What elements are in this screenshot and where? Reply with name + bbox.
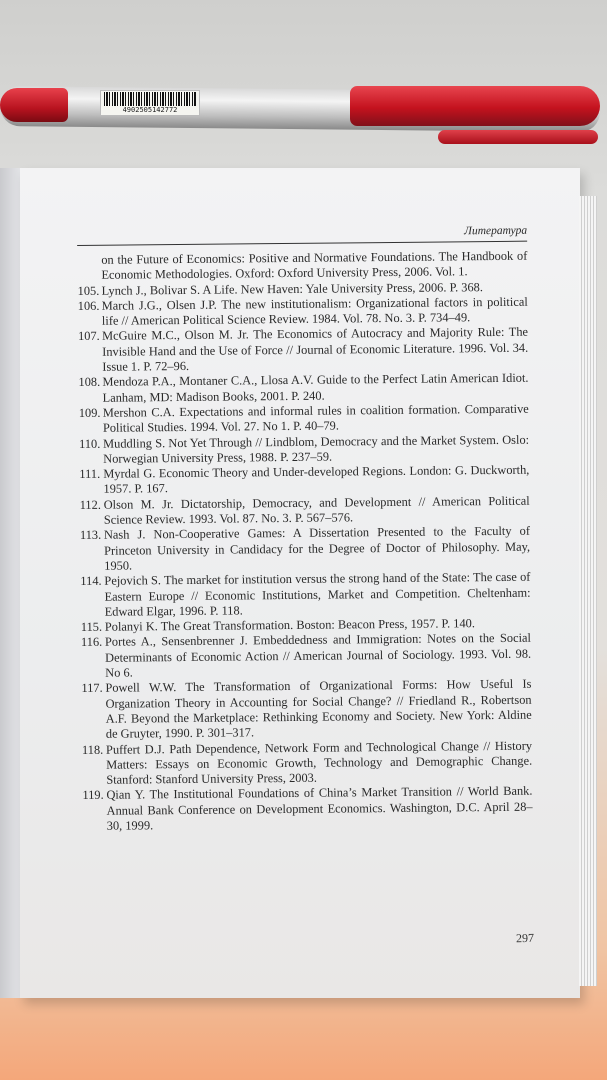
reference-text: Powell W.W. The Transformation of Organizational Forms: How Useful Is Organization Theory in Accounting for Social Change? // Friedland R., Robertson A.F. Beyond the Marketplace: Rethinking Economy and Society. New York: Aldine de Gruyter, 1990. P. 301–317. [105,676,532,741]
reference-number: 110. [79,436,101,451]
reference-item [78,295,528,330]
reference-text: March J.G., Olsen J.P. The new institutionalism: Organizational factors in political life // American Political Science Review. 1984. Vol. 78. No. 3. P. 734–49. [101,294,528,328]
reference-text: Pejovich S. The market for institution versus the strong hand of the State: The case of Eastern Europe // Economic Institutions, Market and Competition. Cheltenham: Edward Elgar, 1996. P. 118. [104,569,531,619]
reference-number: 112. [79,497,101,512]
reference-item [82,738,532,788]
reference-item [80,493,530,528]
reference-item [78,325,528,375]
pen [0,82,607,162]
reference-text: Lynch J., Bolivar S. A Life. New Haven: Yale University Press, 2006. P. 368. [101,279,483,298]
reference-number: 113. [79,528,102,543]
reference-item [80,570,530,620]
reference-list [78,279,533,834]
reference-number: 106. [77,298,100,313]
reference-item [78,371,528,406]
pen-tip [0,88,68,122]
reference-number: 117. [81,681,103,696]
reference-text: Qian Y. The Institutional Foundations of China’s Market Transition // World Bank. Annual Bank Conference on Development Economics. Washington, D.C. April 28–30, 1999. [106,784,533,833]
reference-number: 111. [79,466,101,482]
pen-cap [350,86,600,126]
reference-item [79,463,529,498]
reference-number: 105. [77,283,100,298]
pen-clip [438,130,598,144]
reference-text: Mendoza P.A., Montaner C.A., Llosa A.V. Guide to the Perfect Latin American Idiot. Lanham, MD: Madison Books, 2001. P. 240. [102,371,529,405]
reference-text: on the Future of Economics: Positive and Normative Foundations. The Handbook of Economic Methodologies. Oxford: Oxford University Press, 2006. Vol. 1. [101,248,528,283]
reference-number: 116. [80,635,103,650]
reference-text: Mershon C.A. Expectations and informal rules in coalition formation. Comparative Political Studies. 1994. Vol. 27. No 1. P. 40–79. [102,401,529,436]
reference-continuation [77,249,527,284]
reference-text: Polanyi K. The Great Transformation. Boston: Beacon Press, 1957. P. 140. [104,616,475,634]
reference-item [81,631,531,681]
reference-text: McGuire M.C., Olson M. Jr. The Economics of Autocracy and Majority Rule: The Invisible Hand and the Use of Force // Journal of Economic Literature. 1996. Vol. 34. Issue 1. P. 72–96. [101,325,529,374]
page-content [77,224,533,835]
barcode-number: 4902505142772 [122,106,178,114]
page-number: 297 [515,930,535,946]
page-stack-edge [579,196,597,986]
reference-item [79,402,529,437]
reference-number: 118. [81,742,104,757]
reference-text: Portes A., Sensenbrenner J. Embeddedness and Immigration: Notes on the Social Determinants of Economic Action // American Journal of Sociology. 1993. Vol. 98. No 6. [104,631,532,680]
running-head: Литература [77,224,527,246]
reference-number-empty [77,253,101,284]
reference-item [82,784,532,834]
reference-number: 109. [78,405,101,420]
book-page [20,168,580,998]
reference-number: 119. [82,788,104,803]
reference-number: 108. [78,375,101,390]
reference-text: Myrdal G. Economic Theory and Under-developed Regions. London: G. Duckworth, 1957. P. 167. [103,462,530,497]
reference-item [81,677,532,743]
reference-text: Muddling S. Not Yet Through // Lindblom, Democracy and the Market System. Oslo: Norwegian University Press, 1988. P. 237–59. [103,432,530,466]
reference-number: 115. [80,619,103,635]
barcode-bars [104,92,196,106]
reference-text: Nash J. Non-Cooperative Games: A Dissertation Presented to the Faculty of Princeton University in Candidacy for the Degree of Doctor of Philosophy. May, 1950. [103,524,531,573]
reference-number: 107. [77,329,100,344]
reference-item [80,524,530,574]
reference-text: Puffert D.J. Path Dependence, Network Form and Technological Change // History Matters: Essays on Economic Growth, Technology and Demographic Change. Stanford: Stanford University Press, 2003. [105,738,533,787]
reference-item [79,432,529,467]
barcode-label [100,90,200,116]
reference-text: Olson M. Jr. Dictatorship, Democracy, and Development // American Political Science Review. 1993. Vol. 87. No. 3. P. 567–576. [103,493,530,527]
reference-number: 114. [80,574,102,589]
